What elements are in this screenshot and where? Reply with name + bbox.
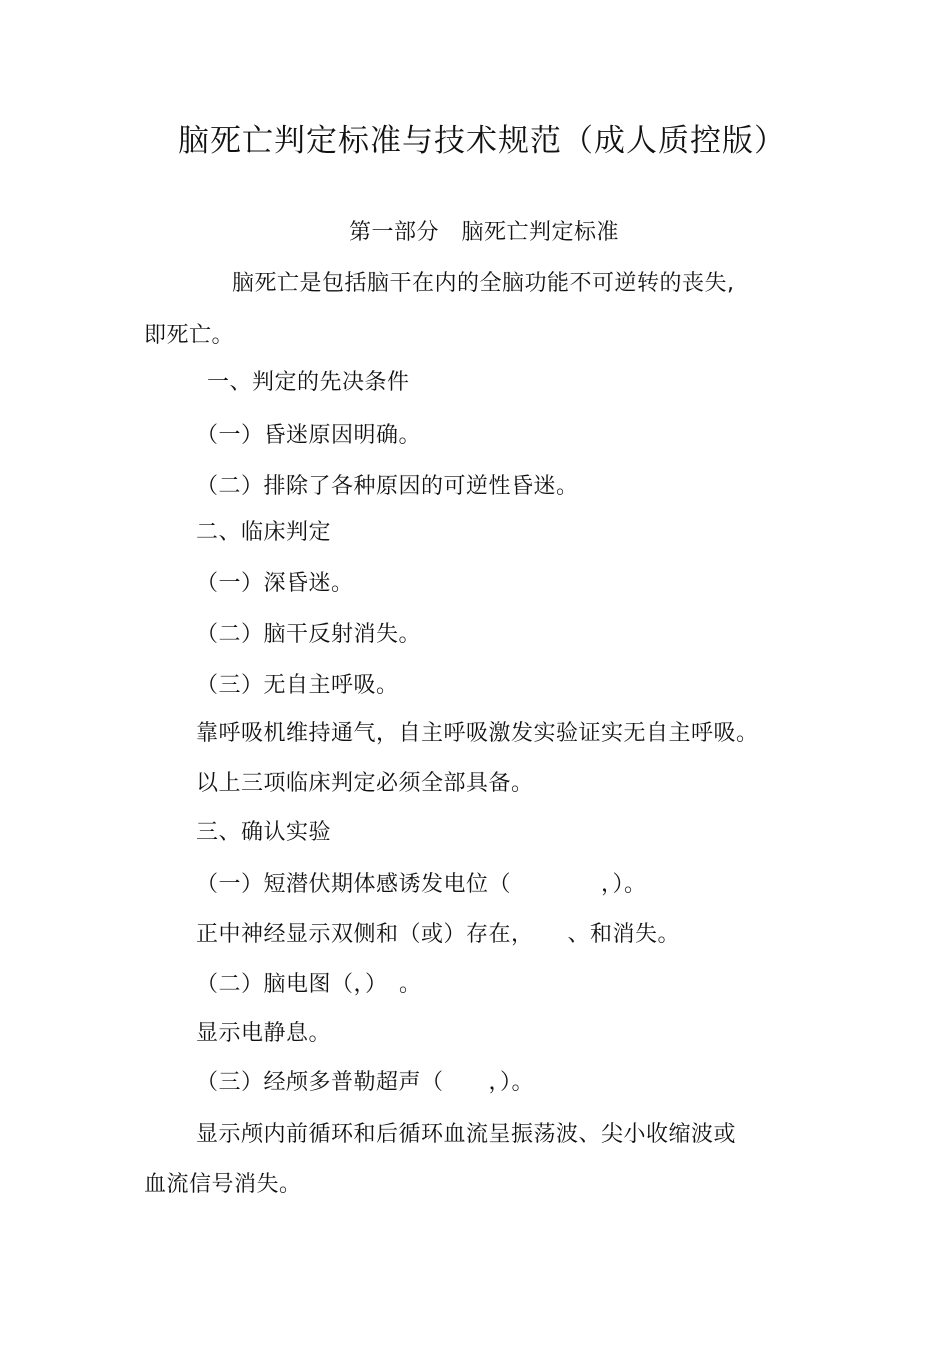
- section-2-item-2: （二）脑干反射消失。: [196, 622, 422, 647]
- section-3-item-1-detail: 正中神经显示双侧和（或）存在， 、和消失。: [196, 922, 681, 947]
- section-3-item-1: （一）短潜伏期体感诱发电位（ ，）。: [196, 872, 647, 897]
- section-3-item-3-detail-line-1: 显示颅内前循环和后循环血流呈振荡波、尖小收缩波或: [196, 1122, 737, 1147]
- section-2-heading: 二、临床判定: [196, 520, 332, 545]
- section-2-item-1: （一）深昏迷。: [196, 571, 354, 596]
- section-2-item-3: （三）无自主呼吸。: [196, 673, 399, 698]
- document-title: 脑死亡判定标准与技术规范（成人质控版）: [178, 123, 786, 159]
- section-2-note-1: 靠呼吸机维持通气，自主呼吸激发实验证实无自主呼吸。: [196, 721, 759, 746]
- definition-line-2: 即死亡。: [144, 323, 235, 348]
- section-3-item-3: （三）经颅多普勒超声（ ，）。: [196, 1070, 535, 1095]
- section-1-item-1: （一）昏迷原因明确。: [196, 423, 422, 448]
- section-1-item-2: （二）排除了各种原因的可逆性昏迷。: [196, 474, 579, 499]
- section-1-heading: 一、判定的先决条件: [207, 370, 410, 395]
- part-title: 第一部分 脑死亡判定标准: [349, 220, 620, 245]
- section-3-heading: 三、确认实验: [196, 820, 332, 845]
- section-3-item-2: （二）脑电图（，） 。: [196, 972, 422, 997]
- definition-line-1: 脑死亡是包括脑干在内的全脑功能不可逆转的丧失,: [232, 271, 735, 296]
- section-3-item-2-detail: 显示电静息。: [196, 1021, 332, 1046]
- section-3-item-3-detail-line-2: 血流信号消失。: [144, 1172, 302, 1197]
- section-2-note-2: 以上三项临床判定必须全部具备。: [196, 771, 534, 796]
